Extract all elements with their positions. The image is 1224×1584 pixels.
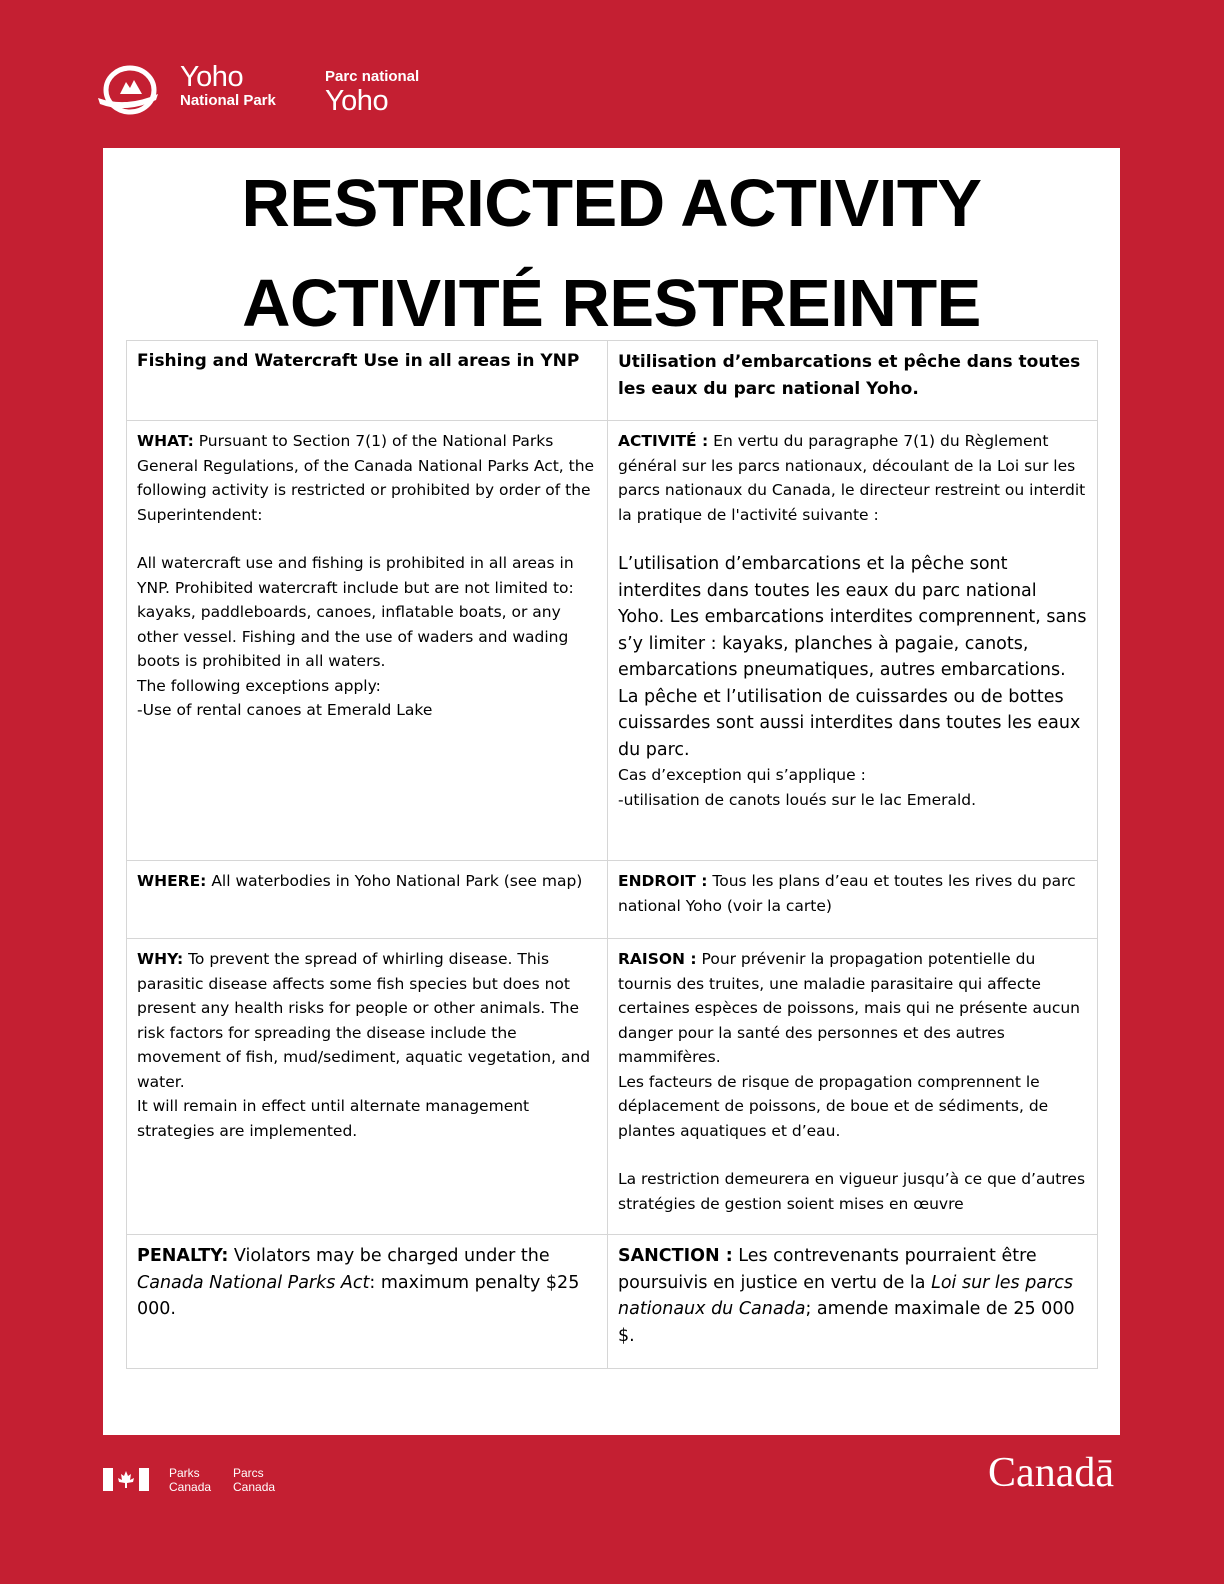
what-en-intro: [137, 429, 597, 527]
why-fr-text3: La restriction demeurera en vigueur jusqu’à ce que d’autres stratégies de gestion soient mises en œuvre: [618, 1170, 1086, 1213]
table-row-where: [127, 861, 1098, 939]
title-french: ACTIVITÉ RESTREINTE: [242, 266, 981, 341]
brand-en-sub: National Park: [180, 92, 276, 109]
notice-sheet: [103, 148, 1120, 1435]
where-en-text: All waterbodies in Yoho National Park (see map): [206, 872, 583, 890]
what-en-text: Pursuant to Section 7(1) of the National Parks General Regulations, of the Canada National Parks Act, the following activity is restricted or prohibited by order of the Superintendent:: [137, 432, 595, 524]
brand-en-name: Yoho: [180, 61, 244, 93]
heading-en: Fishing and Watercraft Use in all areas in YNP: [137, 351, 580, 371]
parks-en-line1: Parks: [169, 1466, 200, 1480]
what-fr-intro: [618, 429, 1087, 527]
what-fr-text: En vertu du paragraphe 7(1) du Règlement général sur les parcs nationaux, découlant de la Loi sur les parcs nationaux du Canada, le directeur restreint ou interdit la pratique de l'activité suivante :: [618, 432, 1086, 524]
why-en-text2: It will remain in effect until alternate management strategies are implemented.: [137, 1097, 530, 1140]
why-en-cell: [127, 939, 608, 1235]
what-en-exceptions: The following exceptions apply:: [137, 676, 381, 695]
heading-en-cell: [127, 341, 608, 421]
penalty-en-post: : maximum penalty $25 000.: [137, 1272, 580, 1319]
table-row-heading: [127, 341, 1098, 421]
what-en-para2: All watercraft use and fishing is prohibited in all areas in YNP. Prohibited watercraft include but are not limited to: kayaks, paddleboards, canoes, inflatable boats, or any other vessel. Fishing and the use of waders and wading boots is prohibited in all waters.: [137, 554, 574, 670]
what-en-label: WHAT:: [137, 432, 194, 450]
why-fr-text: Pour prévenir la propagation potentielle du tournis des truites, une maladie parasitaire qui affecte certaines espèces de poissons, mais qui ne présente aucun danger pour la santé des personnes et des autres mammifères.: [618, 950, 1081, 1066]
table-row-penalty: [127, 1235, 1098, 1369]
parks-canada-fr: [233, 1466, 275, 1494]
brand-french: [325, 68, 419, 116]
why-fr-cell: [608, 939, 1098, 1235]
penalty-fr-pre: Les contrevenants pourraient être poursuivis en justice en vertu de la: [618, 1246, 1037, 1293]
where-fr-cell: [608, 861, 1098, 939]
page-title: [103, 154, 1120, 354]
table-row-what: [127, 421, 1098, 861]
penalty-fr-cell: [608, 1235, 1098, 1369]
parks-canada-en: [169, 1466, 211, 1494]
where-fr-text: Tous les plans d’eau et toutes les rives du parc national Yoho (voir la carte): [618, 872, 1076, 915]
brand-fr-name: Yoho: [325, 85, 389, 117]
penalty-en-act: Canada National Parks Act: [137, 1272, 370, 1293]
notice-table: [126, 340, 1098, 1369]
parks-fr-line2: Canada: [233, 1480, 276, 1494]
parks-fr-line1: Parcs: [233, 1466, 264, 1480]
brand-fr-sub: Parc national: [325, 68, 420, 85]
where-en-cell: [127, 861, 608, 939]
why-en-label: WHY:: [137, 950, 184, 968]
why-en-intro: [137, 947, 597, 1094]
heading-fr: Utilisation d’embarcations et pêche dans toutes les eaux du parc national Yoho.: [618, 352, 1081, 399]
penalty-en-pre: Violators may be charged under the: [228, 1246, 550, 1266]
canada-flag-icon: [103, 1468, 149, 1491]
penalty-en-cell: [127, 1235, 608, 1369]
title-english: RESTRICTED ACTIVITY: [241, 166, 982, 241]
penalty-fr-label: SANCTION :: [618, 1246, 733, 1266]
where-fr-label: ENDROIT :: [618, 872, 708, 890]
what-fr-para2: L’utilisation d’embarcations et la pêche sont interdites dans toutes les eaux du parc national Yoho. Les embarcations interdites comprennent, sans s’y limiter : kayaks, planches à pagaie, canots, embarcations pneumatiques, autres embarcations. La pêche et l’utilisation de cuissardes ou de bottes cuissardes sont aussi interdites dans toutes les eaux du parc.: [618, 554, 1087, 760]
penalty-fr-text: [618, 1243, 1087, 1349]
why-fr-intro: [618, 947, 1087, 1070]
parks-en-line2: Canada: [169, 1480, 212, 1494]
penalty-en-text: [137, 1243, 597, 1323]
brand-english: [180, 62, 276, 110]
what-fr-exceptions: Cas d’exception qui s’applique :: [618, 766, 866, 784]
penalty-en-label: PENALTY:: [137, 1246, 229, 1266]
what-fr-label: ACTIVITÉ :: [618, 432, 709, 450]
what-en-cell: [127, 421, 608, 861]
why-fr-text2: Les facteurs de risque de propagation comprennent le déplacement de poissons, de boue et de sédiments, de plantes aquatiques et d’eau.: [618, 1072, 1049, 1140]
header-banner: [0, 0, 1224, 148]
what-fr-exception-item: -utilisation de canots loués sur le lac Emerald.: [618, 790, 977, 809]
what-en-exception-item: -Use of rental canoes at Emerald Lake: [137, 701, 433, 719]
canada-wordmark: Canadā: [988, 1450, 1114, 1496]
penalty-fr-post: ; amende maximale de 25 000 $.: [618, 1299, 1075, 1346]
why-en-text: To prevent the spread of whirling disease. This parasitic disease affects some fish species but does not present any health risks for people or other animals. The risk factors for spreading the disease include the movement of fish, mud/sediment, aquatic vegetation, and water.: [137, 950, 591, 1091]
where-en-label: WHERE:: [137, 872, 207, 890]
penalty-fr-act: Loi sur les parcs nationaux du Canada: [618, 1272, 1074, 1319]
why-fr-label: RAISON :: [618, 950, 697, 968]
table-row-why: [127, 939, 1098, 1235]
yoho-park-logo-icon: [96, 64, 160, 118]
heading-fr-cell: [608, 341, 1098, 421]
what-fr-cell: [608, 421, 1098, 861]
